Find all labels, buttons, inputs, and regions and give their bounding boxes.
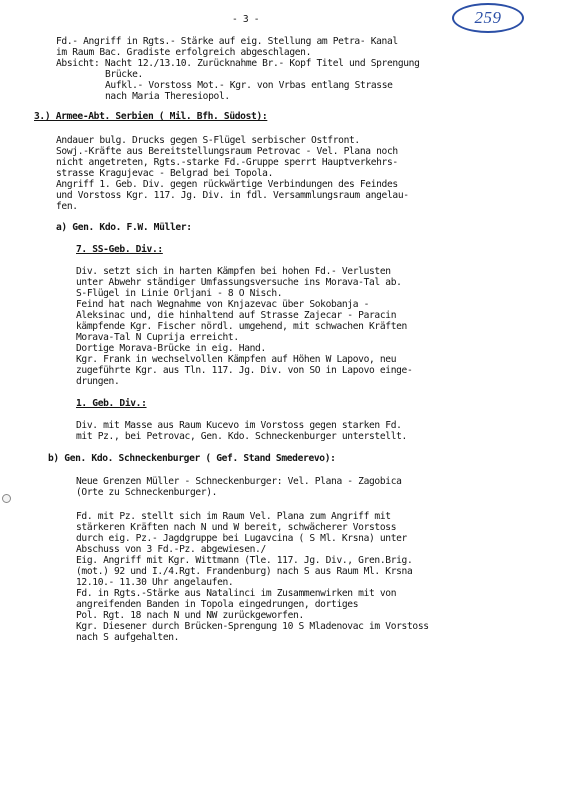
page-number: - 3 - (232, 14, 260, 25)
text-line: Div. setzt sich in harten Kämpfen bei hohen Fd.- Verlusten (76, 266, 391, 277)
text-line: Fd. mit Pz. stellt sich im Raum Vel. Plana zum Angriff mit (76, 511, 391, 522)
text-line: Absicht: Nacht 12./13.10. Zurücknahme Br.- Kopf Titel und Sprengung (56, 58, 420, 69)
text-line: zugeführte Kgr. aus Tln. 117. Jg. Div. von SO in Lapovo einge- (76, 365, 413, 376)
text-line: Kgr. Diesener durch Brücken-Sprengung 10 S Mladenovac im Vorstoss (76, 621, 429, 632)
text-line: Andauer bulg. Drucks gegen S-Flügel serbischer Ostfront. (56, 135, 360, 146)
text-line: (Orte zu Schneckenburger). (76, 487, 218, 498)
text-line: nicht angetreten, Rgts.-starke Fd.-Gruppe sperrt Hauptverkehrs- (56, 157, 398, 168)
unit-heading-7-ss-geb-div: 7. SS-Geb. Div.: (76, 244, 163, 255)
text-line: Div. mit Masse aus Raum Kucevo im Vorstoss gegen starken Fd. (76, 420, 402, 431)
section-heading-armee-abt-serbien: 3.) Armee-Abt. Serbien ( Mil. Bfh. Südost): (34, 111, 268, 122)
text-line: Kgr. Frank in wechselvollen Kämpfen auf Höhen W Lapovo, neu (76, 354, 397, 365)
text-line: Abschuss von 3 Fd.-Pz. abgewiesen./ (76, 544, 266, 555)
text-line: strasse Kragujevac - Belgrad bei Topola. (56, 168, 274, 179)
text-line: Aleksinac und, die hinhaltend auf Strasse Zajecar - Paracin (76, 310, 397, 321)
text-line: und Vorstoss Kgr. 117. Jg. Div. in fdl. Versammlungsraum angelau- (56, 190, 409, 201)
text-line: unter Abwehr ständiger Umfassungsversuche ins Morava-Tal ab. (76, 277, 402, 288)
text-line: Pol. Rgt. 18 nach N und NW zurückgeworfen. (76, 610, 304, 621)
text-line: Neue Grenzen Müller - Schneckenburger: Vel. Plana - Zagobica (76, 476, 402, 487)
text-line: Fd. in Rgts.-Stärke aus Natalinci im Zusammenwirken mit von (76, 588, 397, 599)
archive-page-stamp: 259 (452, 3, 524, 33)
text-line: mit Pz., bei Petrovac, Gen. Kdo. Schneckenburger unterstellt. (76, 431, 407, 442)
text-line: angreifenden Banden in Topola eingedrungen, dortiges (76, 599, 359, 610)
text-line: S-Flügel in Linie Orljani - 8 O Nisch. (76, 288, 283, 299)
text-line: Dortige Morava-Brücke in eig. Hand. (76, 343, 266, 354)
text-line: nach S aufgehalten. (76, 632, 180, 643)
text-line: drungen. (76, 376, 120, 387)
text-line: Feind hat nach Wegnahme von Knjazevac über Sokobanja - (76, 299, 370, 310)
text-line: im Raum Bac. Gradiste erfolgreich abgeschlagen. (56, 47, 312, 58)
text-line: 12.10.- 11.30 Uhr angelaufen. (76, 577, 234, 588)
text-line: nach Maria Theresiopol. (105, 91, 230, 102)
text-line: kämpfende Kgr. Fischer nördl. umgehend, mit schwachen Kräften (76, 321, 407, 332)
text-line: stärkeren Kräften nach N und W bereit, schwächerer Vorstoss (76, 522, 397, 533)
unit-heading-1-geb-div: 1. Geb. Div.: (76, 398, 147, 409)
text-line: Eig. Angriff mit Kgr. Wittmann (Tle. 117. Jg. Div., Gren.Brig. (76, 555, 413, 566)
punch-hole (2, 494, 11, 503)
text-line: (mot.) 92 und I./4.Rgt. Frandenburg) nach S aus Raum Ml. Krsna (76, 566, 413, 577)
subsection-heading-gen-kdo-schneckenburger: b) Gen. Kdo. Schneckenburger ( Gef. Stand Smederevo): (48, 453, 336, 464)
text-line: Fd.- Angriff in Rgts.- Stärke auf eig. Stellung am Petra- Kanal (56, 36, 398, 47)
text-line: fen. (56, 201, 78, 212)
subsection-heading-gen-kdo-mueller: a) Gen. Kdo. F.W. Müller: (56, 222, 192, 233)
text-line: Aufkl.- Vorstoss Mot.- Kgr. von Vrbas entlang Strasse (105, 80, 393, 91)
text-line: durch eig. Pz.- Jagdgruppe bei Lugavcina ( S Ml. Krsna) unter (76, 533, 407, 544)
text-line: Brücke. (105, 69, 143, 80)
text-line: Angriff 1. Geb. Div. gegen rückwärtige Verbindungen des Feindes (56, 179, 398, 190)
text-line: Morava-Tal N Cuprija erreicht. (76, 332, 239, 343)
text-line: Sowj.-Kräfte aus Bereitstellungsraum Petrovac - Vel. Plana noch (56, 146, 398, 157)
